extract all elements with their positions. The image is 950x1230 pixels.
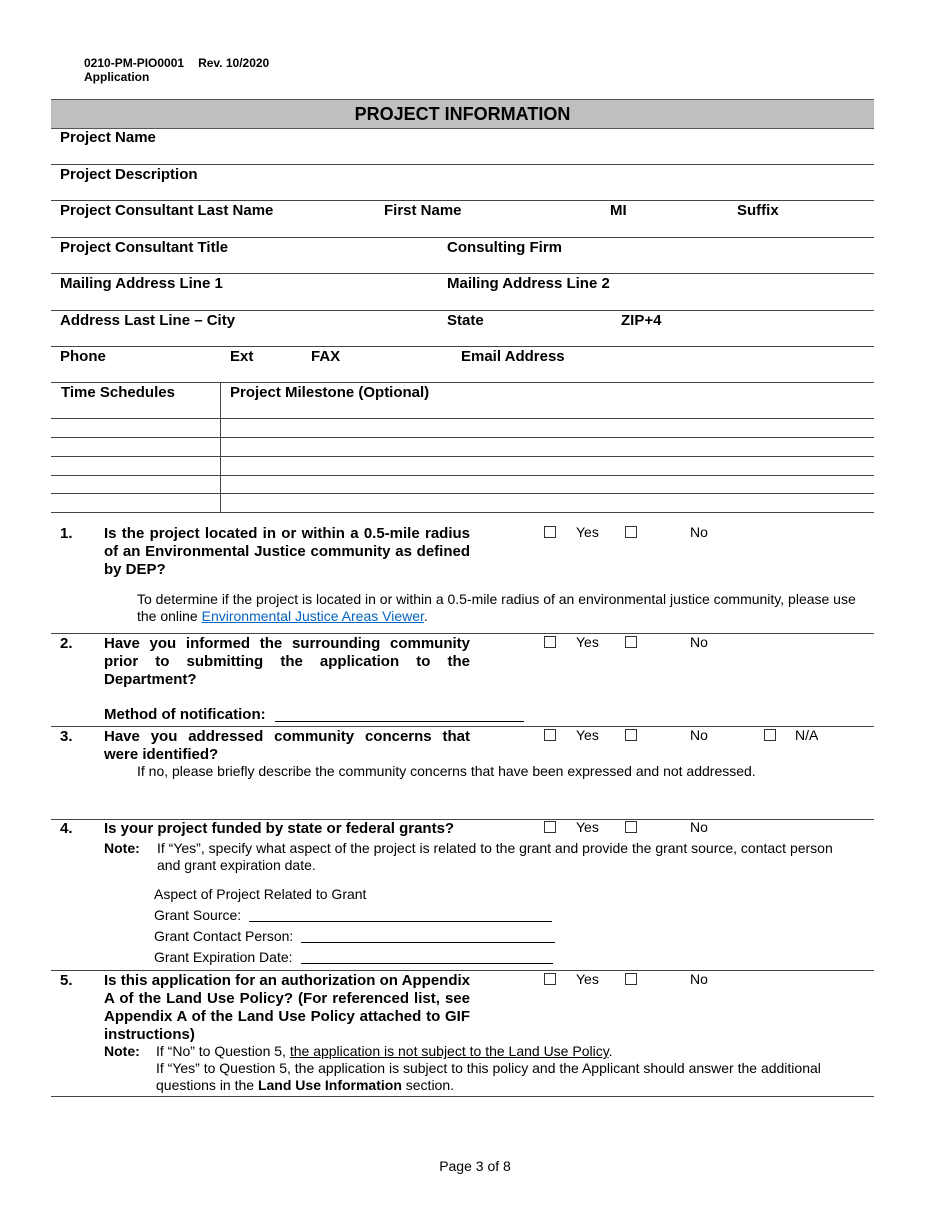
form-header — [84, 56, 269, 84]
first-name-label: First Name — [384, 202, 462, 219]
q3-yes-checkbox[interactable] — [544, 729, 556, 741]
state-label: State — [447, 312, 484, 329]
q4-note: If “Yes”, specify what aspect of the project is related to the grant and provide the grant source, contact person and grant expiration date. — [157, 840, 833, 873]
address-city-label: Address Last Line – City — [60, 312, 236, 329]
table-row — [51, 418, 874, 419]
divider — [51, 726, 874, 727]
grant-source-label: Grant Source: — [154, 907, 242, 923]
grant-aspect-label: Aspect of Project Related to Grant — [154, 886, 367, 902]
grant-source-field[interactable] — [249, 921, 552, 922]
divider — [51, 237, 874, 238]
q1-note-end: . — [423, 608, 428, 624]
divider — [51, 273, 874, 274]
q5-note1-text: If “No” to Question 5, — [156, 1043, 290, 1059]
q3-na-label: N/A — [795, 727, 819, 743]
fax-label: FAX — [311, 348, 341, 365]
q1-no-checkbox[interactable] — [625, 526, 637, 538]
grant-expiration-label: Grant Expiration Date: — [154, 949, 293, 965]
q4-note-label: Note: — [104, 840, 140, 856]
project-description-label: Project Description — [60, 166, 198, 183]
table-row — [51, 493, 874, 494]
consultant-last-name-label: Project Consultant Last Name — [60, 202, 274, 219]
q1-yes-checkbox[interactable] — [544, 526, 556, 538]
q2-text: Have you informed the surrounding community prior to submitting the application to the Department? — [104, 635, 470, 688]
q4-yes-checkbox[interactable] — [544, 821, 556, 833]
q2-no-label: No — [690, 634, 708, 650]
q3-number: 3. — [60, 728, 73, 745]
consulting-firm-label: Consulting Firm — [447, 239, 562, 256]
table-row — [51, 475, 874, 476]
consultant-title-label: Project Consultant Title — [60, 239, 229, 256]
email-label: Email Address — [461, 348, 565, 365]
ej-areas-viewer-link[interactable]: Environmental Justice Areas Viewer — [201, 608, 424, 624]
q5-note-line2 — [156, 1060, 836, 1094]
divider — [51, 164, 874, 165]
q1-no-label: No — [690, 524, 708, 540]
milestone-label: Project Milestone (Optional) — [230, 384, 430, 401]
grant-expiration-field[interactable] — [301, 963, 553, 964]
grant-contact-label: Grant Contact Person: — [154, 928, 294, 944]
q5-yes-checkbox[interactable] — [544, 973, 556, 985]
table-row — [51, 456, 874, 457]
q5-text: Is this application for an authorization on Appendix A of the Land Use Policy? (For referenced list, see Appendix A of the Land Use Policy attached to GIF instructions) — [104, 972, 470, 1043]
mailing-address-line2-label: Mailing Address Line 2 — [447, 275, 610, 292]
q2-number: 2. — [60, 635, 73, 652]
q3-no-label: No — [690, 727, 708, 743]
form-revision: Rev. 10/2020 — [198, 56, 270, 70]
phone-label: Phone — [60, 348, 106, 365]
grant-contact-field[interactable] — [301, 942, 555, 943]
section-title: PROJECT INFORMATION — [51, 99, 874, 129]
page-number: Page 3 of 8 — [439, 1158, 511, 1174]
form-number: 0210-PM-PIO0001 — [84, 56, 185, 70]
q5-no-label: No — [690, 971, 708, 987]
form-type: Application — [84, 70, 150, 84]
q1-note — [137, 591, 872, 625]
time-schedules-label: Time Schedules — [61, 384, 175, 401]
q1-number: 1. — [60, 525, 73, 542]
q3-note: If no, please briefly describe the community concerns that have been expressed and not addressed. — [137, 763, 756, 779]
q1-yes-label: Yes — [576, 524, 599, 540]
q5-note1-end: . — [608, 1043, 613, 1059]
divider — [51, 633, 874, 634]
suffix-label: Suffix — [737, 202, 779, 219]
q2-no-checkbox[interactable] — [625, 636, 637, 648]
method-of-notification-field[interactable] — [275, 721, 524, 722]
divider — [51, 382, 874, 383]
q5-number: 5. — [60, 972, 73, 989]
q5-yes-label: Yes — [576, 971, 599, 987]
q4-number: 4. — [60, 820, 73, 837]
q2-yes-label: Yes — [576, 634, 599, 650]
q4-yes-label: Yes — [576, 819, 599, 835]
table-row — [51, 512, 874, 513]
q5-note2-bold: Land Use Information — [257, 1077, 402, 1093]
q1-text: Is the project located in or within a 0.5-mile radius of an Environmental Justice community as defined by DEP? — [104, 525, 470, 578]
table-row — [51, 437, 874, 438]
divider — [51, 310, 874, 311]
q5-note1-underlined: the application is not subject to the Land Use Policy — [289, 1043, 609, 1059]
q4-text: Is your project funded by state or federal grants? — [104, 820, 455, 837]
q5-no-checkbox[interactable] — [625, 973, 637, 985]
zip-label: ZIP+4 — [621, 312, 662, 329]
ext-label: Ext — [230, 348, 254, 365]
q3-yes-label: Yes — [576, 727, 599, 743]
q3-text: Have you addressed community concerns that were identified? — [104, 728, 470, 763]
q5-note2-end: section. — [401, 1077, 455, 1093]
q4-no-label: No — [690, 819, 708, 835]
q3-no-checkbox[interactable] — [625, 729, 637, 741]
divider — [51, 346, 874, 347]
q1-note-text: To determine if the project is located in or within a 0.5-mile radius of an environmental justice community, please use the online — [137, 591, 856, 624]
mailing-address-line1-label: Mailing Address Line 1 — [60, 275, 223, 292]
project-name-label: Project Name — [60, 129, 156, 146]
divider — [51, 1096, 874, 1097]
mi-label: MI — [610, 202, 627, 219]
method-of-notification-label: Method of notification: — [104, 706, 266, 723]
q5-note2-text: If “Yes” to Question 5, the application is subject to this policy and the Applicant should answer the additional questions in the — [156, 1060, 821, 1093]
q5-note-label: Note: — [104, 1043, 140, 1059]
q2-yes-checkbox[interactable] — [544, 636, 556, 648]
divider — [51, 970, 874, 971]
q4-no-checkbox[interactable] — [625, 821, 637, 833]
q5-note-line1 — [156, 1043, 613, 1060]
q3-na-checkbox[interactable] — [764, 729, 776, 741]
divider — [51, 200, 874, 201]
